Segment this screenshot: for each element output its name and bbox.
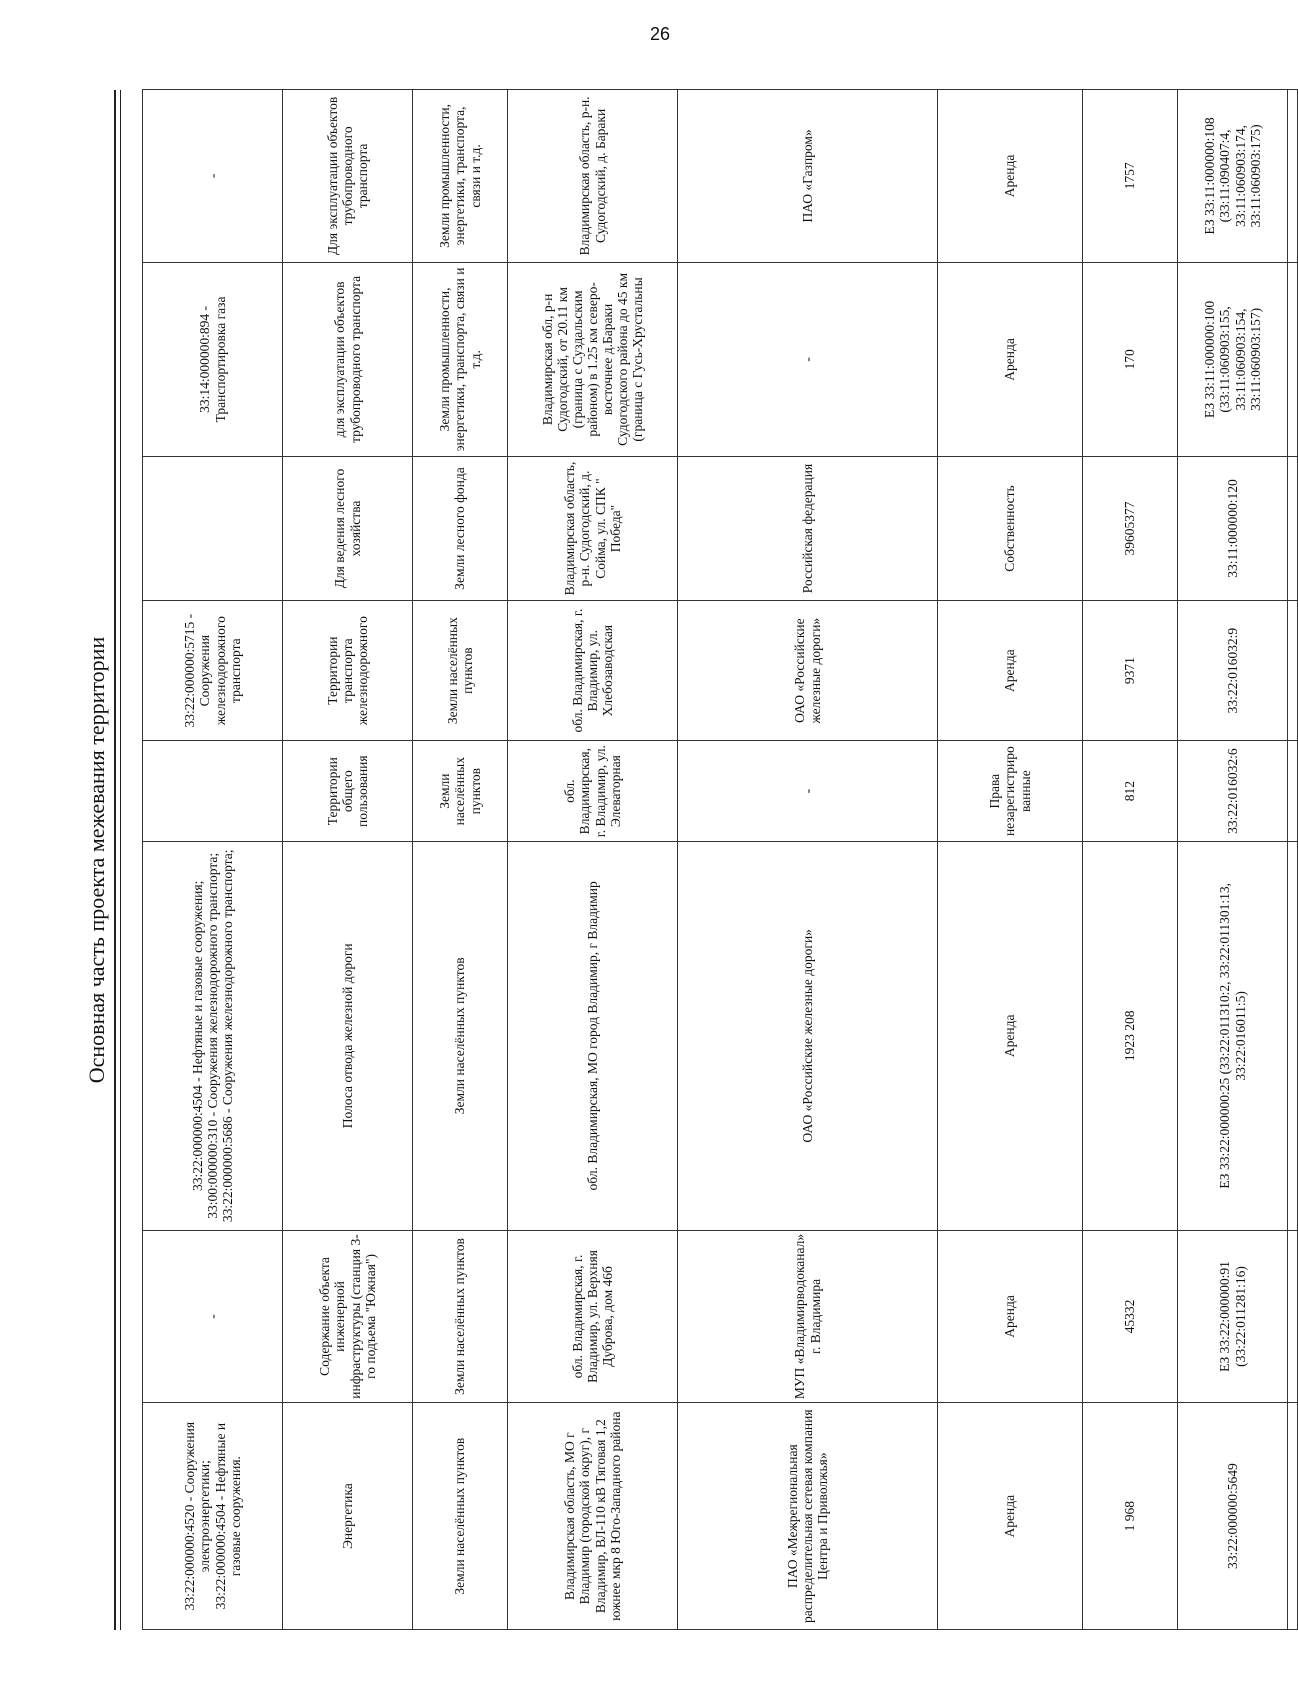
encumbrance: 33:22:000000:4520 - Сооружения электроэнергетики; 33:22:000000:4504 - Нефтяные и газовые сооружения. [143,1403,283,1630]
holder: ПАО «Межрегиональная распределительная сетевая компания Центра и Приволжья» [678,1403,938,1630]
land-category: Земли населённых пунктов [413,842,508,1231]
holder: ОАО «Российские железные дороги» [678,842,938,1231]
land-category: Земли населённых пунктов [413,741,508,842]
cadastral-number: ЕЗ 33:22:000000:25 (33:22:011310:2, 33:22:011301:13, 33:22:016011:5) [1178,842,1288,1231]
index-cell [1288,262,1298,456]
permitted-use: для эксплуатации объектов трубопроводного транспорта [283,262,413,456]
index-cell [1288,90,1298,263]
permitted-use: Содержание объекта инженерной инфраструктуры (станция 3-го подъема "Южная") [283,1230,413,1403]
cadastral-number: ЕЗ 33:11:000000:108 (33:11:090407:4, 33:11:060903:174, 33:11:060903:175) [1178,90,1288,263]
area: 170 [1083,262,1178,456]
page-heading: Основная часть проекта межевания территории [84,636,109,1084]
permitted-use: Территории общего пользования [283,741,413,842]
land-category: Земли населённых пунктов [413,600,508,740]
land-category: Земли промышленности, энергетики, транспорта, связи и т.д. [413,262,508,456]
right-type: Аренда [938,90,1083,263]
area: 812 [1083,741,1178,842]
index-cell [1288,457,1298,601]
right-type: Аренда [938,1403,1083,1630]
holder: ПАО «Газпром» [678,90,938,263]
index-cell [1288,1230,1298,1403]
page-number: 26 [650,24,671,44]
right-type: Аренда [938,600,1083,740]
address: обл. Владимирская, г. Владимир, ул. Верхняя Дуброва, дом 46б [508,1230,678,1403]
table-row [1178,90,1288,1630]
encumbrance: 33:14:000000:894 - Транспортировка газа [143,262,283,456]
area: 9371 [1083,600,1178,740]
permitted-use: Территории транспорта железнодорожного [283,600,413,740]
right-type: Собственность [938,457,1083,601]
address: обл. Владимирская, г. Владимир, ул. Хлебозаводская [508,600,678,740]
index-cell [1288,842,1298,1231]
index-cell [1288,741,1298,842]
holder: Российская федерация [678,457,938,601]
address: обл. Владимирская, МО город Владимир, г Владимир [508,842,678,1231]
cadastral-number: ЕЗ 33:22:000000:91 (33:22:011281:16) [1178,1230,1288,1403]
address: Владимирская область, р-н. Судогодский, д. Сойма, ул. СПК " Победа" [508,457,678,601]
table-row [1288,90,1298,1630]
table-row [938,90,1083,1630]
permitted-use: Для эксплуатации объектов трубопроводного транспорта [283,90,413,263]
area: 1757 [1083,90,1178,263]
cadastral-number: 33:22:016032:9 [1178,600,1288,740]
permitted-use: Для ведения лесного хозяйства [283,457,413,601]
area: 1 968 [1083,1403,1178,1630]
table-row [283,90,413,1630]
rule-top [114,90,116,1630]
encumbrance [143,741,283,842]
address: обл. Владимирская, г. Владимир, ул. Элеваторная [508,741,678,842]
area: 1923 208 [1083,842,1178,1231]
right-type: Аренда [938,262,1083,456]
area: 45332 [1083,1230,1178,1403]
permitted-use: Полоса отвода железной дороги [283,842,413,1231]
address: Владимирская обл, р-н Судогодский, от 20.11 км (граница с Суздальским районом) в 1.25 км северо-восточнее д.Бараки Судогодского района до 45 км (граница с Гусь-Хрустальны [508,262,678,456]
rotated-page [80,90,1263,1630]
land-category: Земли промышленности, энергетики, транспорта, связи и т.д. [413,90,508,263]
land-plots-table [142,89,1298,1630]
holder: МУП «Владимирводоканал» г. Владимира [678,1230,938,1403]
land-category: Земли населённых пунктов [413,1403,508,1630]
cadastral-number: ЕЗ 33:11:000000:100 (33:11:060903:155, 33:11:060903:154, 33:11:060903:157) [1178,262,1288,456]
right-type: Аренда [938,842,1083,1231]
table-row [1083,90,1178,1630]
land-category: Земли населённых пунктов [413,1230,508,1403]
table-row [143,90,283,1630]
table-row [413,90,508,1630]
encumbrance: - [143,1230,283,1403]
holder: ОАО «Российские железные дороги» [678,600,938,740]
encumbrance [143,457,283,601]
address: Владимирская область, р-н. Судогодский, д. Бараки [508,90,678,263]
area: 39605377 [1083,457,1178,601]
cadastral-number: 33:22:000000:5649 [1178,1403,1288,1630]
permitted-use: Энергетика [283,1403,413,1630]
cadastral-number: 33:22:016032:6 [1178,741,1288,842]
encumbrance: 33:22:000000:5715 - Сооружения железнодорожного транспорта [143,600,283,740]
right-type: Аренда [938,1230,1083,1403]
index-cell [1288,600,1298,740]
land-category: Земли лесного фонда [413,457,508,601]
table-row [508,90,678,1630]
address: Владимирская область, МО г Владимир (городской округ), г Владимир, ВЛ-110 кВ Тяговая 1,2 южнее мкр 8 Юго-Западного района [508,1403,678,1630]
table-body [143,90,1298,1630]
encumbrance: - [143,90,283,263]
rule-bottom [120,90,121,1630]
index-cell [1288,1403,1298,1630]
right-type: Права незарегистрированные [938,741,1083,842]
cadastral-number: 33:11:000000:120 [1178,457,1288,601]
holder: - [678,741,938,842]
table-row [678,90,938,1630]
holder: - [678,262,938,456]
encumbrance: 33:22:000000:4504 - Нефтяные и газовые сооружения; 33:00:000000:310 - Сооружения железнодорожного транспорта; 33:22:000000:5686 - Сооружения железнодорожного транспорта; [143,842,283,1231]
